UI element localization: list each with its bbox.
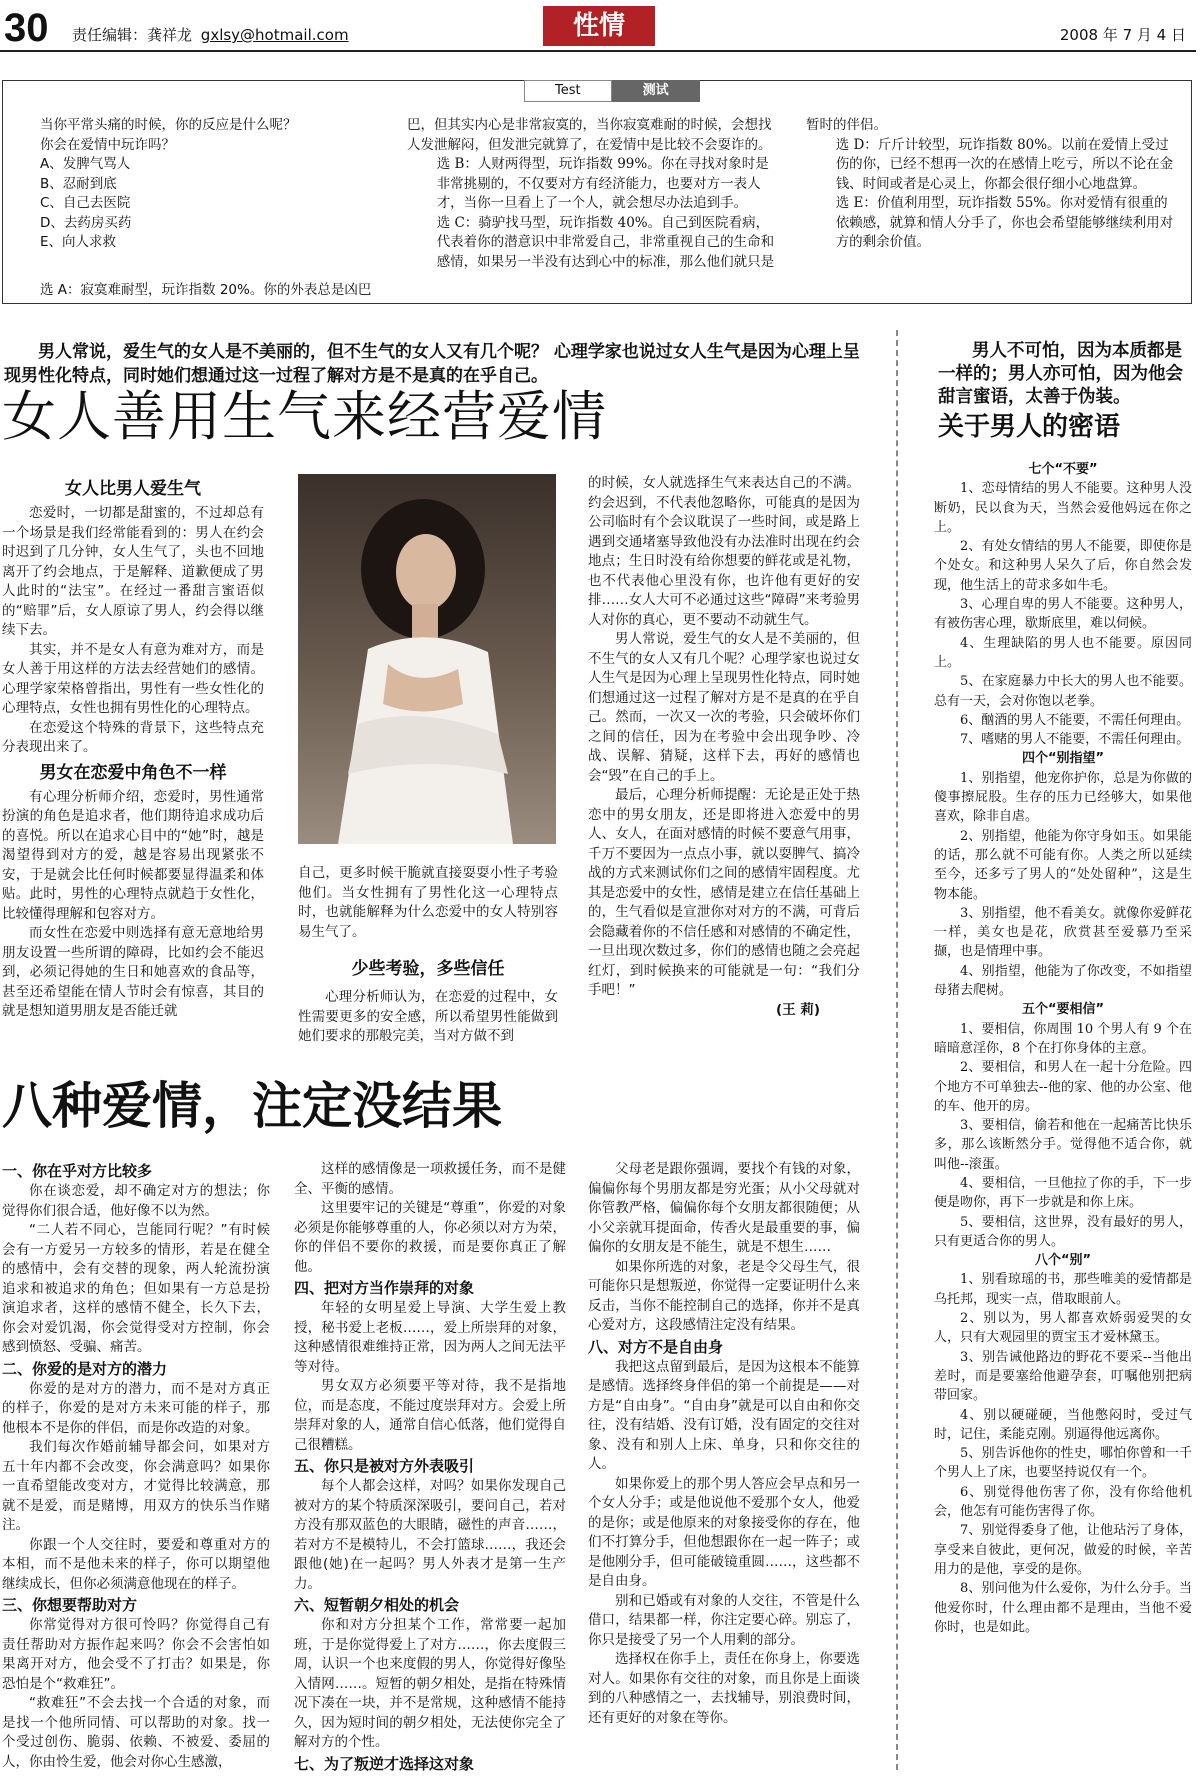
article1-col-1 — [2, 474, 264, 1022]
paragraph: 3、心理自卑的男人不能要。这种男人，有被伤害心理，歇斯底里，难以伺候。 — [934, 597, 1192, 632]
paragraph: 8、别问他为什么爱你，为什么分手。当他爱你时，什么理由都不是理由，当他不爱你时，也是如此。 — [934, 1581, 1192, 1635]
paragraph: 这样的感情像是一项救援任务，而不是健全、平衡的感情。 — [294, 1161, 566, 1197]
paragraph: 我把这点留到最后，是因为这根本不能算是感情。选择终身伴侣的第一个前提是——对方是“自由身”。“自由身”就是可以自由和你交往，没有结婚、没有订婚，没有固定的交往对象、没有和别人上床、单身，只和你交往的人。 — [588, 1358, 860, 1472]
paragraph: 2、有处女情结的男人不能要，即使你是个处女。和这种男人呆久了后，你自然会发现，他生活上的苛求多如牛毛。 — [934, 539, 1192, 593]
paragraph: 男人常说，爱生气的女人是不美丽的，但不生气的女人又有几个呢？心理学家也说过女人生气是因为心理上呈现男性化特点，同时她们想通过这一过程了解对方是不是真的在乎自己。然而，一次又一次的考验，只会破坏你们之间的信任，因为在考验中会出现争吵、冷战、误解、猜疑，这样下去，再好的感情也会“毁”在自己的手上。 — [588, 631, 860, 784]
article1-title: 女人善用生气来经营爱情 — [2, 385, 607, 448]
paragraph: 男女双方必须要平等对待，我不是指地位，而是态度，不能过度崇拜对方。会爱上所崇拜对象的人，通常自信心低落，他们觉得自己很糟糕。 — [294, 1378, 566, 1453]
paragraph: 在恋爱这个特殊的背景下，这些特点充分表现出来了。 — [2, 719, 264, 755]
quiz-answer-d: 选 D：斤斤计较型，玩诈指数 80%。以前在爱情上受过伤的你，已经不想再一次的在感情上吃亏，所以不论在金钱、时间或者是心灵上，你都会很仔细小心地盘算。 — [835, 136, 1174, 192]
paragraph: 4、别以硬碰硬，当他憋闷时，受过气时，记住，柔能克刚。别逼得他远离你。 — [934, 1407, 1192, 1442]
paragraph: 心理分析师认为，在恋爱的过程中，女性需要更多的安全感，所以希望男性能做到她们要求的那般完美，当对方做不到 — [298, 989, 558, 1044]
paragraph: 父母老是跟你强调，要找个有钱的对象，偏偏你每个男朋友都是穷光蛋；从小父母就对你管教严格，偏偏你每个女朋友都很随便；从小父亲就耳提面命，传香火是最重要的事，偏偏你的女朋友是不能生，就是不想生…… — [588, 1161, 860, 1255]
paragraph: 年轻的女明星爱上导演、大学生爱上教授，秘书爱上老板……，爱上所崇拜的对象，这种感情很难维持正常，因为两人之间无法平等对待。 — [294, 1300, 566, 1375]
quiz-option: C、自己去医院 — [40, 195, 131, 211]
section-heading: 七个“不要” — [1028, 462, 1098, 477]
paragraph: 2、别指望，他能为你守身如玉。如果能的话，那么就不可能有你。人类之所以延续至今，还多亏了男人的“处处留种”，这是生物本能。 — [934, 828, 1192, 902]
paragraph: 如果你爱上的那个男人答应会早点和另一个女人分手；或是他说他不爱那个女人，他爱的是你；或是他原来的对象接受你的存在，他们不打算分手，但他想跟你在一起一阵子；或是他刚分手，但可能破镜重圆……，这些都不是自由身。 — [588, 1475, 860, 1589]
section-tag: 性情 — [543, 6, 655, 46]
article3-title: 关于男人的密语 — [938, 412, 1121, 442]
article1-photo — [298, 474, 556, 844]
quiz-tabs — [524, 80, 700, 102]
paragraph: “救难狂”不会去找一个合适的对象，而是找一个他所同情、可以帮助的对象。找一个受过创伤、脆弱、依赖、不被爱、委屈的人，你由怜生爱，他会对你心生感激， — [2, 1695, 270, 1770]
quiz-option: D、去药房买药 — [40, 214, 132, 231]
quiz-col-1 — [40, 116, 380, 300]
paragraph: “二人若不同心，岂能同行呢？”有时候会有一方爱另一方较多的情形，若是在健全的感情中，会有交替的现象，两人轮流扮演追求和被追求的角色；但如果有一方总是扮演追求者，这样的感情不健全，长久下去，你会对爱饥渴，你会觉得受对方控制，你会感到愤怒、受骗、痛苦。 — [2, 1222, 270, 1355]
article3-body — [934, 460, 1192, 1637]
section-heading: 七、为了叛逆才选择这对象 — [294, 1754, 475, 1773]
article1-subhead: 女人比男人爱生气 — [65, 479, 201, 499]
editor-email[interactable]: gxlsy@hotmail.com — [200, 26, 349, 44]
paragraph: 恋爱时，一切都是甜蜜的，不过却总有一个场景是我们经常能看到的：男人在约会时迟到了几分钟，女人生气了，头也不回地离开了约会地点，于是解释、道歉便成了男人此时的“法宝”。在经过一番甜言蜜语似的“赔罪”后，女人原谅了男人，约会得以继续下去。 — [2, 505, 264, 638]
quiz-answer-text: 暂时的伴侣。 — [806, 117, 887, 133]
paragraph: 你常觉得对方很可怜吗？你觉得自己有责任帮助对方振作起来吗？你会不会害怕如果离开对方，他会受不了打击？如果是，你恐怕是个“救难狂”。 — [2, 1617, 270, 1692]
editor-line — [72, 24, 349, 45]
paragraph: 4、别指望，他能为了你改变，不如指望母猪去爬树。 — [934, 963, 1192, 999]
paragraph: 5、要相信，这世界，没有最好的男人，只有更适合你的男人。 — [934, 1214, 1192, 1249]
paragraph: 7、嗜赌的男人不能要，不需任何理由。 — [960, 732, 1190, 748]
quiz-answer-b: 选 B：人财两得型，玩诈指数 99%。你在寻找对象时是非常挑剔的，不仅要对方有经济能力，也要对方一表人才，当你一旦看上了一个人，就会想尽办法追到手。 — [436, 156, 769, 211]
paragraph: 最后，心理分析师提醒：无论是正处于热恋中的男女朋友，还是即将进入恋爱中的男人、女人，在面对感情的时候不要意气用事，千万不要因为一点点小事，就以耍脾气、搞冷战的方式来测试你们之间的感情牢固程度。尤其是恋爱中的女性，感情是建立在信任基础上的，生气看似是宣泄你对对方的不满，可背后会隐藏着你的不信任感和对感情的不确定性，一旦出现次数过多，你们的感情也随之会亮起红灯，到时候换来的可能就是一句：“我们分手吧！” — [588, 787, 860, 998]
quiz-col-2 — [407, 116, 777, 272]
paragraph: 选择权在你手上，责任在你身上，你要选对人。如果你有交往的对象，而且你是上面谈到的八种感情之一，去找辅导，别浪费时间，还有更好的对象在等你。 — [588, 1651, 860, 1726]
paragraph: 7、别觉得委身了他，让他玷污了身体，享受来自彼此，更何况，做爱的时候，辛苦用力的是他，享受的是你。 — [934, 1523, 1192, 1577]
quiz-answer-text: 巴，但其实内心是非常寂寞的，当你寂寞难耐的时候，会想找人发泄解闷，但发泄完就算了，在爱情中是比较不会耍诈的。 — [407, 117, 772, 153]
quiz-answer-a: 选 A：寂寞难耐型，玩诈指数 20%。你的外表总是凶巴 — [40, 281, 372, 298]
paragraph: 的时候，女人就选择生气来表达自己的不满。约会迟到，不代表他忽略你，可能真的是因为公司临时有个会议耽误了一些时间，或是路上遇到交通堵塞导致他没有办法准时出现在约会地点；生日时没有给你想要的鲜花或是礼物，也不代表他心里没有你，也许他有更好的安排……女人大可不必通过这些“障碍”来考验男人对你的真心，更不要动不动就生气。 — [588, 475, 860, 628]
paragraph: 2、别以为，男人都喜欢娇弱爱哭的女人，只有大观园里的贾宝玉才爱林黛玉。 — [934, 1311, 1192, 1346]
paragraph: 1、要相信，你周围 10 个男人有 9 个在暗暗意淫你，8 个在打你身体的主意。 — [934, 1021, 1192, 1056]
paragraph: 这里要牢记的关键是“尊重”，你爱的对象必须是你能够尊重的人，你必须以对方为荣，你的伴侣不要你的救援，而是要你真正了解他。 — [294, 1200, 566, 1275]
section-heading: 四个“别指望” — [1021, 751, 1105, 767]
column-divider — [896, 330, 898, 1770]
section-heading: 四、把对方当作崇拜的对象 — [294, 1279, 475, 1297]
paragraph: 1、别看琼瑶的书，那些唯美的爱情都是乌托邦，现实一点，借取眼前人。 — [934, 1272, 1192, 1307]
article1-col-2 — [298, 864, 558, 1047]
paragraph: 你爱的是对方的潜力，而不是对方真正的样子，你爱的是对方未来可能的样子，那他根本不是你的伴侣，而是你改造的对象。 — [2, 1380, 270, 1436]
page-number: 30 — [4, 6, 49, 50]
quiz-tab-ceshi: 测试 — [612, 80, 700, 102]
article2-col-1 — [2, 1160, 270, 1772]
paragraph: 其实，并不是女人有意为难对方，而是女人善于用这样的方法去经营她们的感情。心理学家荣格曾指出，男性有一些女性化的心理特点，女性也拥有男性化的心理特点。 — [2, 641, 264, 716]
section-heading: 三、你想要帮助对方 — [2, 1596, 138, 1614]
paragraph: 我们每次作婚前辅导都会问，如果对方五十年内都不会改变，你会满意吗？如果你一直希望能改变对方，才觉得比较满意，那就不是爱，而是赌博，用双方的快乐当作赌注。 — [2, 1439, 270, 1533]
section-heading: 五、你只是被对方外表吸引 — [294, 1457, 475, 1475]
section-heading: 八、对方不是自由身 — [588, 1337, 724, 1356]
paragraph: 5、别告诉他你的性史，哪怕你曾和一千个男人上了床，也要坚持说仅有一个。 — [934, 1446, 1192, 1481]
paragraph: 你跟一个人交往时，要爱和尊重对方的本相，而不是他未来的样子，你可以期望他继续成长，但你必须满意他现在的样子。 — [2, 1536, 270, 1592]
paragraph: 自己，更多时候干脆就直接耍耍小性子考验他们。当女性拥有了男性化这一心理特点时，也就能解释为什么恋爱中的女人特别容易生气了。 — [298, 865, 558, 940]
section-heading: 六、短暂朝夕相处的机会 — [294, 1596, 460, 1614]
paragraph: 1、别指望，他宠你护你，总是为你做的傻事擦屁股。生存的压力已经够大，如果他喜欢，除非自虐。 — [934, 770, 1192, 825]
quiz-subquestion: 你会在爱情中玩诈吗？ — [40, 136, 175, 153]
paragraph: 如果你所选的对象，老是令父母生气，很可能你只是想叛逆，你觉得一定要证明什么来反击，当你不能控制自己的选择，你并不是真心爱对方，这段感情注定没有结果。 — [588, 1258, 860, 1333]
article1-col-3 — [588, 474, 860, 1020]
paragraph: 2、要相信，和男人在一起十分危险。四个地方不可单独去--他的家、他的办公室、他的车、他开的房。 — [934, 1060, 1192, 1114]
section-heading: 五个“要相信” — [1021, 1002, 1105, 1018]
article2-title: 八种爱情，注定没结果 — [2, 1076, 502, 1135]
section-heading: 二、你爱的是对方的潜力 — [2, 1359, 168, 1378]
paragraph: 3、别告诫他路边的野花不要采--当他出差时，而是要塞给他避孕套，叮嘱他别把病带回家。 — [934, 1349, 1192, 1404]
quiz-option: A、发脾气骂人 — [40, 156, 131, 172]
paragraph: 6、别觉得他伤害了你，没有你给他机会，他怎有可能伤害得了你。 — [934, 1484, 1192, 1520]
paragraph: 3、别指望，他不看美女。就像你爱鲜花一样，美女也是花，欣赏甚至爱慕乃至采撷，也是情理中事。 — [934, 905, 1192, 960]
paragraph: 4、生理缺陷的男人也不能要。原因同上。 — [934, 635, 1192, 670]
quiz-answer-e: 选 E：价值利用型，玩诈指数 55%。你对爱情有很重的依赖感，就算和情人分手了，你也会希望能够继续利用对方的剩余价值。 — [835, 195, 1174, 250]
quiz-col-3 — [806, 116, 1174, 253]
quiz-question: 当你平常头痛的时候，你的反应是什么呢？ — [40, 117, 297, 133]
quiz-option: B、忍耐到底 — [40, 175, 117, 192]
woman-photo-illustration — [298, 474, 556, 844]
paragraph: 你在谈恋爱，却不确定对方的想法；你觉得你们很合适，他好像不以为然。 — [2, 1183, 270, 1219]
section-heading: 八个“别” — [1034, 1253, 1092, 1269]
paragraph: 而女性在恋爱中则选择有意无意地给男朋友设置一些所谓的障碍，比如约会不能迟到，必须记得她的生日和她喜欢的食品等，甚至还希望能在情人节时会有惊喜，其目的就是想知道男朋友是否能迁就 — [2, 925, 264, 1019]
issue-date: 2008 年 7 月 4 日 — [1059, 26, 1186, 44]
article1-lead: 男人常说，爱生气的女人是不美丽的，但不生气的女人又有几个呢？ 心理学家也说过女人生气是因为心理上呈现男性化特点，同时她们想通过这一过程了解对方是不是真的在乎自己。 — [4, 342, 860, 386]
editor-name: 责任编辑：龚祥龙 — [72, 26, 193, 44]
quiz-answer-c: 选 C：骑驴找马型，玩诈指数 40%。自己到医院看病，代表着你的潜意识中非常爱自己，非常重视自己的生命和感情，如果另一半没有达到心中的标准，那么他们就只是 — [436, 214, 775, 270]
paragraph: 3、要相信，偷若和他在一起痛苦比快乐多，那么该断然分手。觉得他不适合你，就叫他--滚蛋。 — [934, 1118, 1192, 1172]
article1-subhead: 男女在恋爱中角色不一样 — [39, 762, 227, 783]
paragraph: 5、在家庭暴力中长大的男人也不能要。总有一天，会对你饱以老拳。 — [934, 674, 1192, 709]
article1-author: (王 莉) — [775, 1001, 820, 1018]
paragraph: 有心理分析师介绍，恋爱时，男性通常扮演的角色是追求者，他们期待追求成功后的喜悦。所以在追求心目中的“她”时，越是渴望得到对方的爱，越是容易出现紧张不安，于是就会比任何时候都要显得温柔和体贴。此时，男性的心理特点就趋于女性化，比较懂得理解和包容对方。 — [2, 788, 264, 922]
paragraph: 你和对方分担某个工作，常常要一起加班，于是你觉得爱上了对方……，你去度假三周，认识一个也来度假的男人，你觉得好像坠入情网……。短暂的朝夕相处，是指在特殊情况下凑在一块，并不是常规，这种感情不能持久，因为短时间的朝夕相处，无法使你完全了解对方的个性。 — [294, 1617, 566, 1750]
header-rule — [0, 50, 1196, 52]
paragraph: 1、恋母情结的男人不能要。这种男人没断奶，民以食为天，当然会爱他妈远在你之上。 — [934, 481, 1192, 535]
paragraph: 每个人都会这样，对吗？如果你发现自己被对方的某个特质深深吸引，要问自己，若对方没有那双蓝色的大眼睛，磁性的声音……，若对方不是模特儿，不会打篮球……，我还会跟他(她)在一起吗？男人外表才是第一生产力。 — [294, 1478, 566, 1592]
paragraph: 4、要相信，一旦他拉了你的手，下一步便是吻你，再下一步就是和你上床。 — [934, 1175, 1192, 1211]
article3-lead: 男人不可怕，因为本质都是一样的；男人亦可怕，因为他会甜言蜜语，太善于伪装。 — [938, 341, 1183, 407]
article2-col-2 — [294, 1160, 566, 1775]
paragraph: 6、酗酒的男人不能要，不需任何理由。 — [960, 712, 1190, 728]
quiz-tab-test: Test — [524, 80, 612, 102]
section-heading: 一、你在乎对方比较多 — [2, 1162, 153, 1180]
quiz-option: E、向人求救 — [40, 234, 117, 250]
article2-col-3 — [588, 1160, 860, 1728]
paragraph: 别和已婚或有对象的人交往，不管是什么借口，结果都一样，你注定要心碎。别忘了，你只是接受了另一个人用剩的部分。 — [588, 1592, 860, 1648]
article1-subhead: 少些考验，多些信任 — [351, 959, 505, 979]
